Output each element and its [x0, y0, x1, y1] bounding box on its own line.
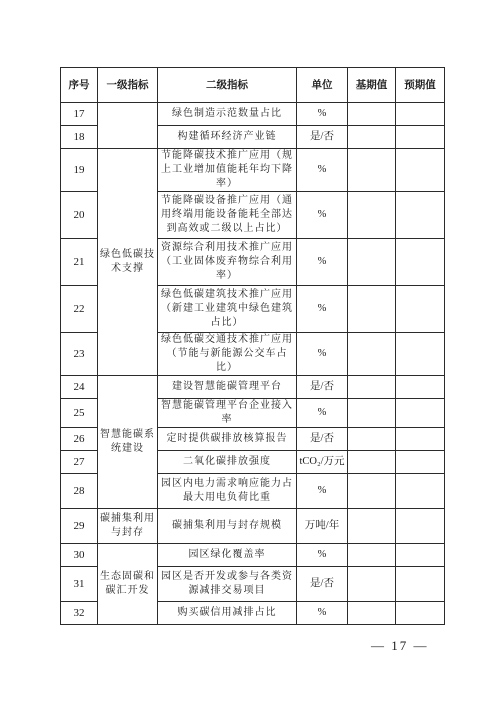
base-value-cell — [348, 376, 396, 399]
row-number: 30 — [61, 544, 98, 567]
category-green-tech: 绿色低碳技术支撑 — [98, 149, 158, 376]
unit-cell: % — [297, 103, 348, 126]
expected-value-cell — [396, 126, 445, 149]
header-no: 序号 — [61, 68, 98, 103]
base-value-cell — [348, 286, 396, 333]
indicator-cell: 构建循环经济产业链 — [158, 126, 297, 149]
category-cell-empty — [98, 103, 158, 149]
indicator-cell: 绿色制造示范数量占比 — [158, 103, 297, 126]
indicator-cell: 购买碳信用减排占比 — [158, 602, 297, 625]
expected-value-cell — [396, 399, 445, 428]
header-unit: 单位 — [297, 68, 348, 103]
expected-value-cell — [396, 428, 445, 451]
indicator-cell: 节能降碳技术推广应用（规上工业增加值能耗年均下降率） — [158, 149, 297, 192]
category-ccus: 碳捕集利用与封存 — [98, 509, 158, 544]
unit-cell: % — [297, 602, 348, 625]
base-value-cell — [348, 126, 396, 149]
base-value-cell — [348, 333, 396, 376]
category-eco-sink: 生态固碳和碳汇开发 — [98, 544, 158, 625]
expected-value-cell — [396, 103, 445, 126]
table-row — [61, 376, 445, 399]
row-number: 28 — [61, 474, 98, 509]
indicator-cell: 园区绿化覆盖率 — [158, 544, 297, 567]
indicator-cell: 资源综合利用技术推广应用（工业固体废弃物综合利用率） — [158, 239, 297, 286]
unit-cell: 是/否 — [297, 567, 348, 602]
base-value-cell — [348, 399, 396, 428]
base-value-cell — [348, 602, 396, 625]
table-row — [61, 103, 445, 126]
indicator-cell: 绿色低碳交通技术推广应用（节能与新能源公交车占比） — [158, 333, 297, 376]
row-number: 25 — [61, 399, 98, 428]
row-number: 21 — [61, 239, 98, 286]
indicator-table — [60, 67, 445, 625]
row-number: 31 — [61, 567, 98, 602]
indicator-cell: 园区是否开发或参与各类资源减排交易项目 — [158, 567, 297, 602]
base-value-cell — [348, 451, 396, 474]
expected-value-cell — [396, 567, 445, 602]
expected-value-cell — [396, 149, 445, 192]
base-value-cell — [348, 428, 396, 451]
unit-cell: % — [297, 286, 348, 333]
unit-cell: % — [297, 333, 348, 376]
expected-value-cell — [396, 286, 445, 333]
unit-cell: 是/否 — [297, 126, 348, 149]
header-expected-value: 预期值 — [396, 68, 445, 103]
base-value-cell — [348, 103, 396, 126]
base-value-cell — [348, 509, 396, 544]
unit-cell: % — [297, 149, 348, 192]
indicator-table-page — [60, 67, 445, 625]
expected-value-cell — [396, 602, 445, 625]
header-level2: 二级指标 — [158, 68, 297, 103]
indicator-cell: 碳捕集利用与封存规模 — [158, 509, 297, 544]
row-number: 27 — [61, 451, 98, 474]
category-smart-system: 智慧能碳系统建设 — [98, 376, 158, 509]
row-number: 24 — [61, 376, 98, 399]
expected-value-cell — [396, 451, 445, 474]
base-value-cell — [348, 192, 396, 239]
unit-cell: tCO₂/万元 — [297, 451, 348, 474]
table-row — [61, 509, 445, 544]
unit-cell: % — [297, 474, 348, 509]
indicator-cell: 智慧能碳管理平台企业接入率 — [158, 399, 297, 428]
indicator-cell: 节能降碳设备推广应用（通用终端用能设备能耗全部达到高效或二级以上占比） — [158, 192, 297, 239]
row-number: 17 — [61, 103, 98, 126]
expected-value-cell — [396, 474, 445, 509]
base-value-cell — [348, 149, 396, 192]
indicator-cell: 绿色低碳建筑技术推广应用（新建工业建筑中绿色建筑占比） — [158, 286, 297, 333]
expected-value-cell — [396, 192, 445, 239]
base-value-cell — [348, 567, 396, 602]
row-number: 23 — [61, 333, 98, 376]
header-row — [61, 68, 445, 103]
row-number: 18 — [61, 126, 98, 149]
unit-cell: % — [297, 239, 348, 286]
indicator-cell: 园区内电力需求响应能力占最大用电负荷比重 — [158, 474, 297, 509]
row-number: 26 — [61, 428, 98, 451]
indicator-cell: 定时提供碳排放核算报告 — [158, 428, 297, 451]
row-number: 29 — [61, 509, 98, 544]
unit-cell: 是/否 — [297, 428, 348, 451]
header-base-value: 基期值 — [348, 68, 396, 103]
row-number: 20 — [61, 192, 98, 239]
indicator-cell: 二氧化碳排放强度 — [158, 451, 297, 474]
row-number: 32 — [61, 602, 98, 625]
header-level1: 一级指标 — [98, 68, 158, 103]
expected-value-cell — [396, 509, 445, 544]
unit-cell: % — [297, 192, 348, 239]
expected-value-cell — [396, 333, 445, 376]
expected-value-cell — [396, 376, 445, 399]
unit-cell: % — [297, 399, 348, 428]
base-value-cell — [348, 544, 396, 567]
table-row — [61, 544, 445, 567]
expected-value-cell — [396, 544, 445, 567]
row-number: 19 — [61, 149, 98, 192]
unit-cell: 是/否 — [297, 376, 348, 399]
table-row — [61, 149, 445, 192]
row-number: 22 — [61, 286, 98, 333]
indicator-cell: 建设智慧能碳管理平台 — [158, 376, 297, 399]
unit-cell: 万吨/年 — [297, 509, 348, 544]
base-value-cell — [348, 239, 396, 286]
expected-value-cell — [396, 239, 445, 286]
base-value-cell — [348, 474, 396, 509]
page-number: — 17 — — [371, 638, 429, 653]
unit-cell: % — [297, 544, 348, 567]
